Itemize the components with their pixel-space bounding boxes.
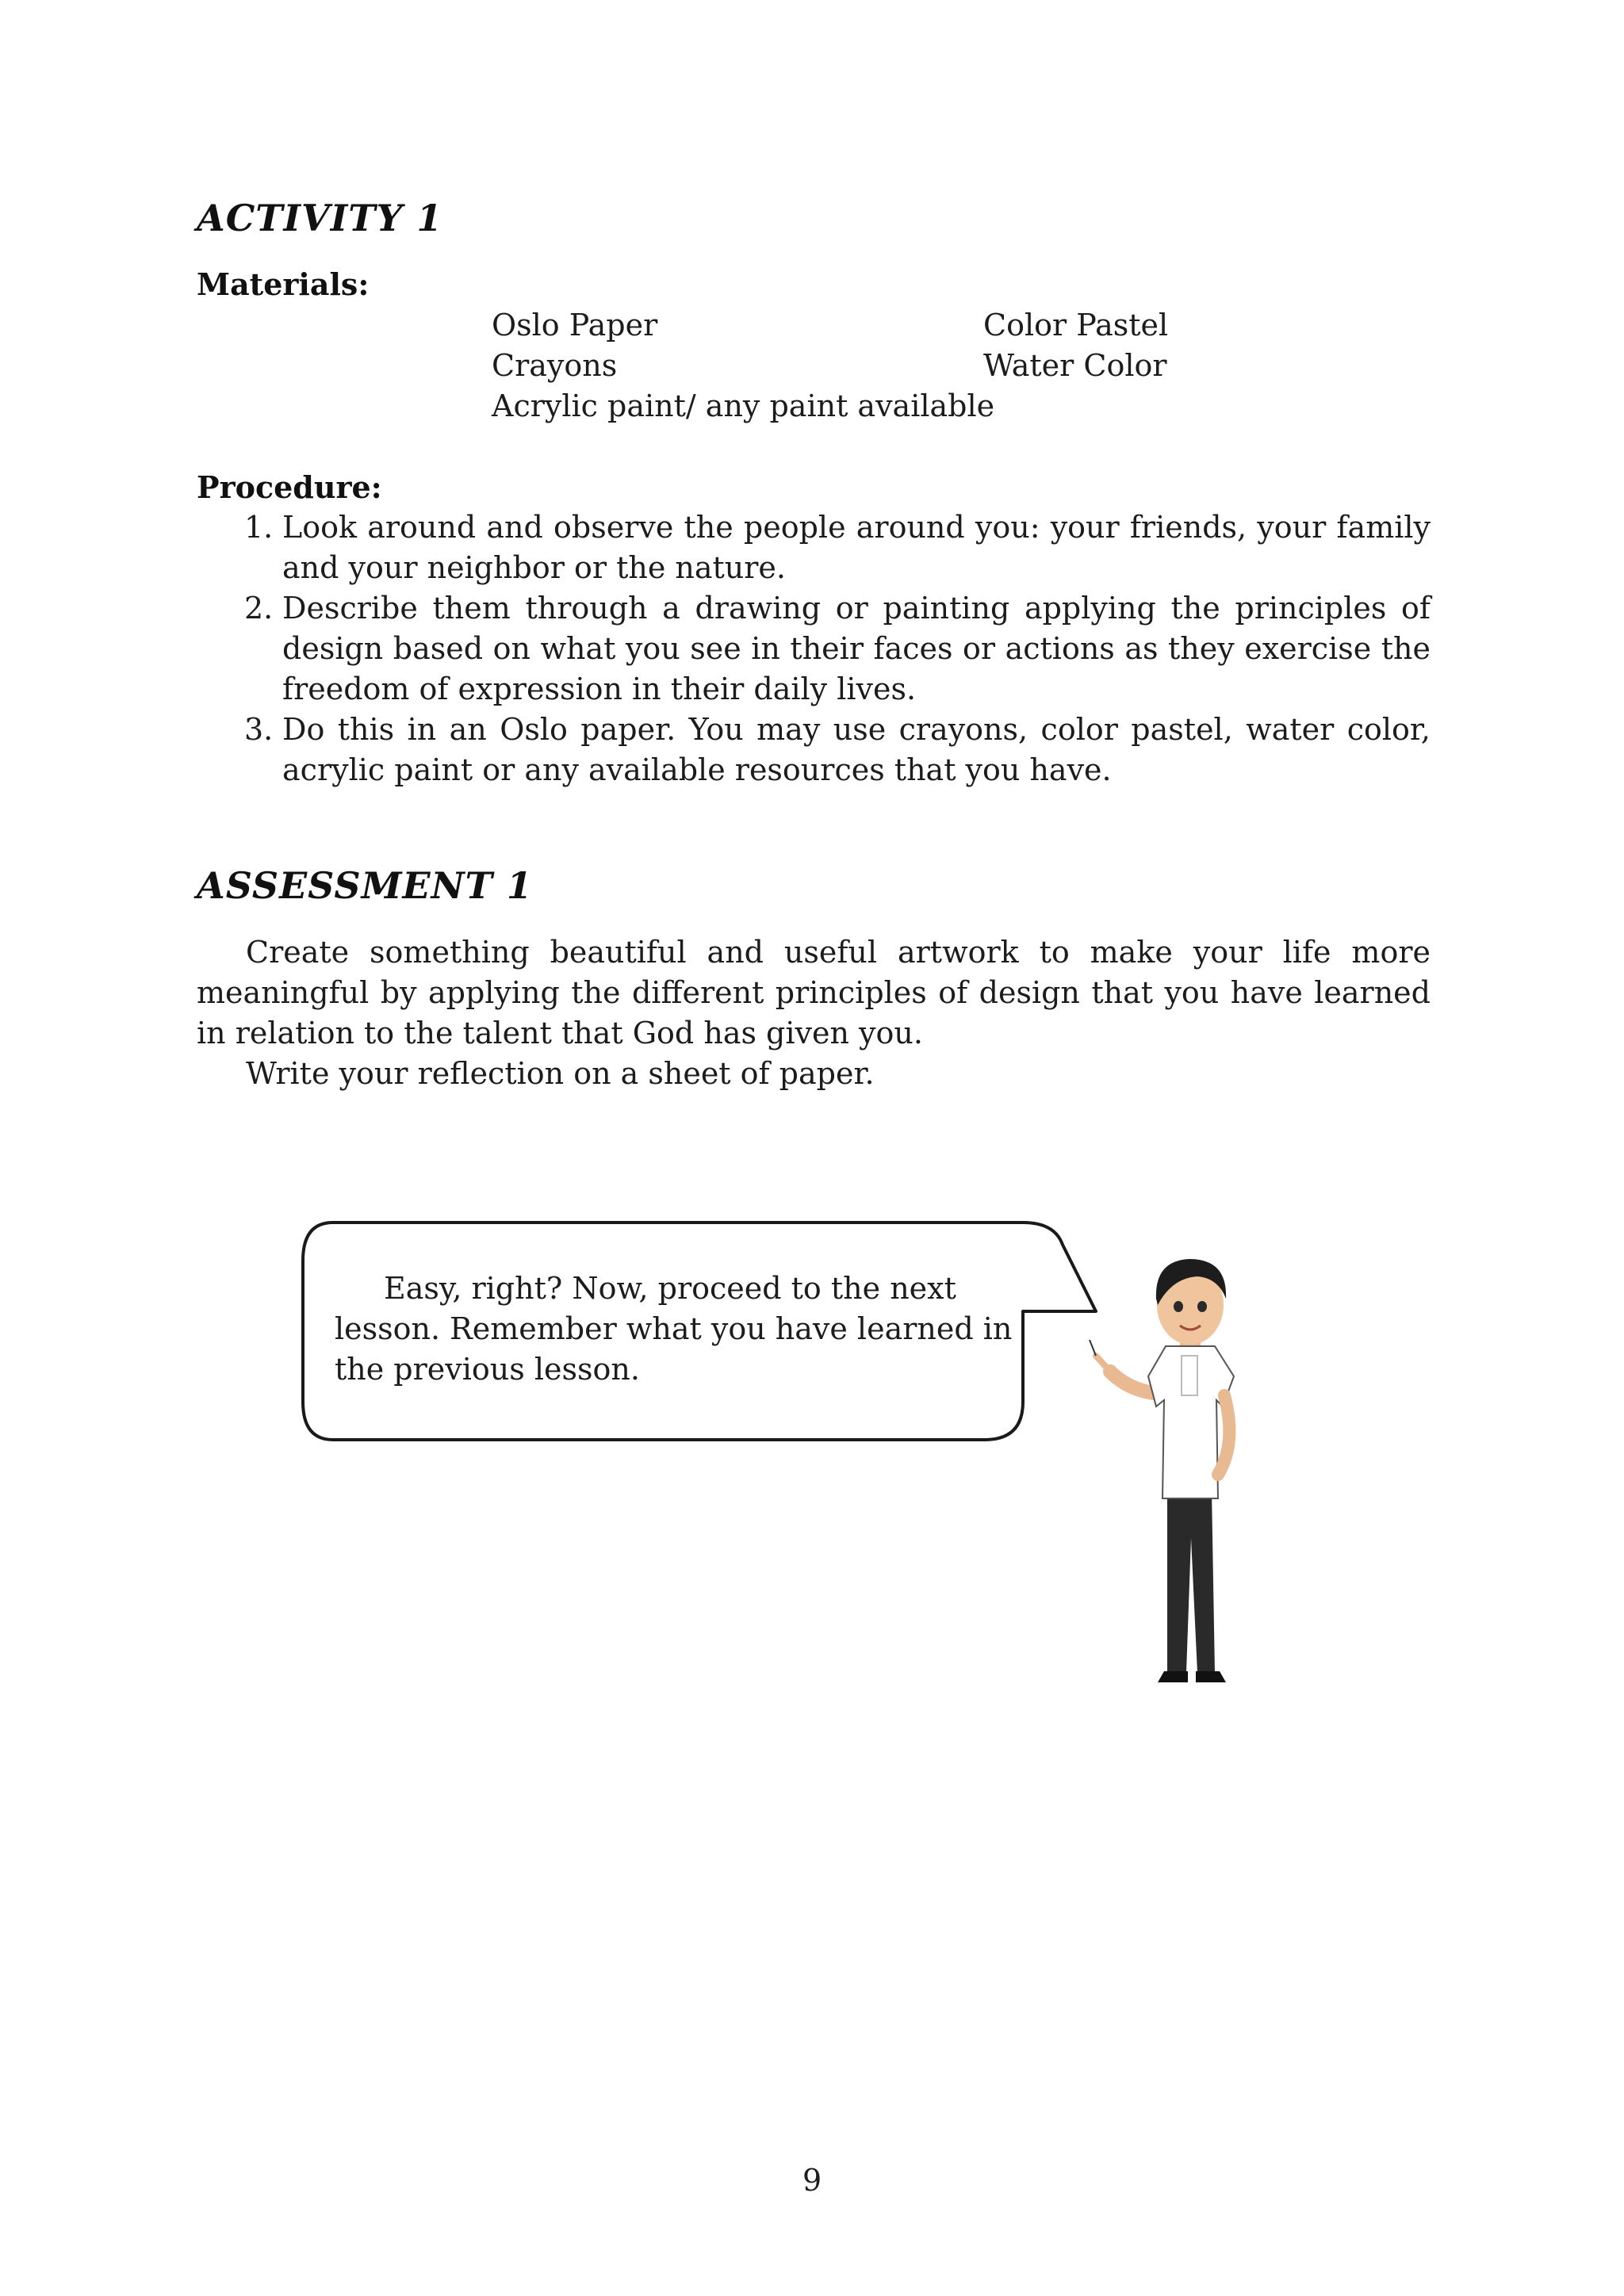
list-number: 2. bbox=[244, 591, 274, 626]
assessment-body bbox=[197, 932, 1431, 1094]
bubble-line: Easy, right? Now, proceed to the next bbox=[384, 1271, 956, 1306]
list-text: Describe them through a drawing or painting applying the principles of design based on what you see in their faces or actions as they exercise the freedom of expression in their daily lives. bbox=[282, 591, 1431, 706]
procedure-list bbox=[197, 507, 1431, 790]
list-item bbox=[197, 507, 1431, 588]
material-item: Color Pastel bbox=[983, 308, 1169, 342]
material-item: Oslo Paper bbox=[492, 308, 658, 342]
list-item bbox=[197, 710, 1431, 790]
material-item: Water Color bbox=[983, 348, 1167, 383]
assessment-heading: ASSESSMENT 1 bbox=[197, 864, 533, 907]
page-number: 9 bbox=[802, 2163, 822, 2198]
bubble-line: the previous lesson. bbox=[335, 1352, 640, 1387]
material-item: Acrylic paint/ any paint available bbox=[492, 388, 995, 423]
bubble-line: lesson. Remember what you have learned in bbox=[335, 1311, 1013, 1346]
list-text: Do this in an Oslo paper. You may use crayons, color pastel, water color, acrylic paint or any available resources that you have. bbox=[282, 712, 1431, 787]
list-item bbox=[197, 588, 1431, 710]
materials-label: Materials: bbox=[197, 266, 370, 302]
assessment-paragraph: Write your reflection on a sheet of paper. bbox=[246, 1056, 875, 1091]
teacher-pointing-icon bbox=[1078, 1237, 1300, 1705]
material-item: Crayons bbox=[492, 348, 618, 383]
procedure-label: Procedure: bbox=[197, 469, 382, 505]
speech-bubble-text bbox=[335, 1269, 1032, 1390]
activity-heading: ACTIVITY 1 bbox=[197, 197, 443, 239]
list-number: 3. bbox=[244, 712, 274, 747]
list-text: Look around and observe the people around you: your friends, your family and your neighbor or the nature. bbox=[282, 510, 1431, 585]
list-number: 1. bbox=[244, 510, 274, 545]
assessment-paragraph: Create something beautiful and useful artwork to make your life more meaningful by applying the different principles of design that you have learned in relation to the talent that God has given you. bbox=[197, 935, 1431, 1050]
